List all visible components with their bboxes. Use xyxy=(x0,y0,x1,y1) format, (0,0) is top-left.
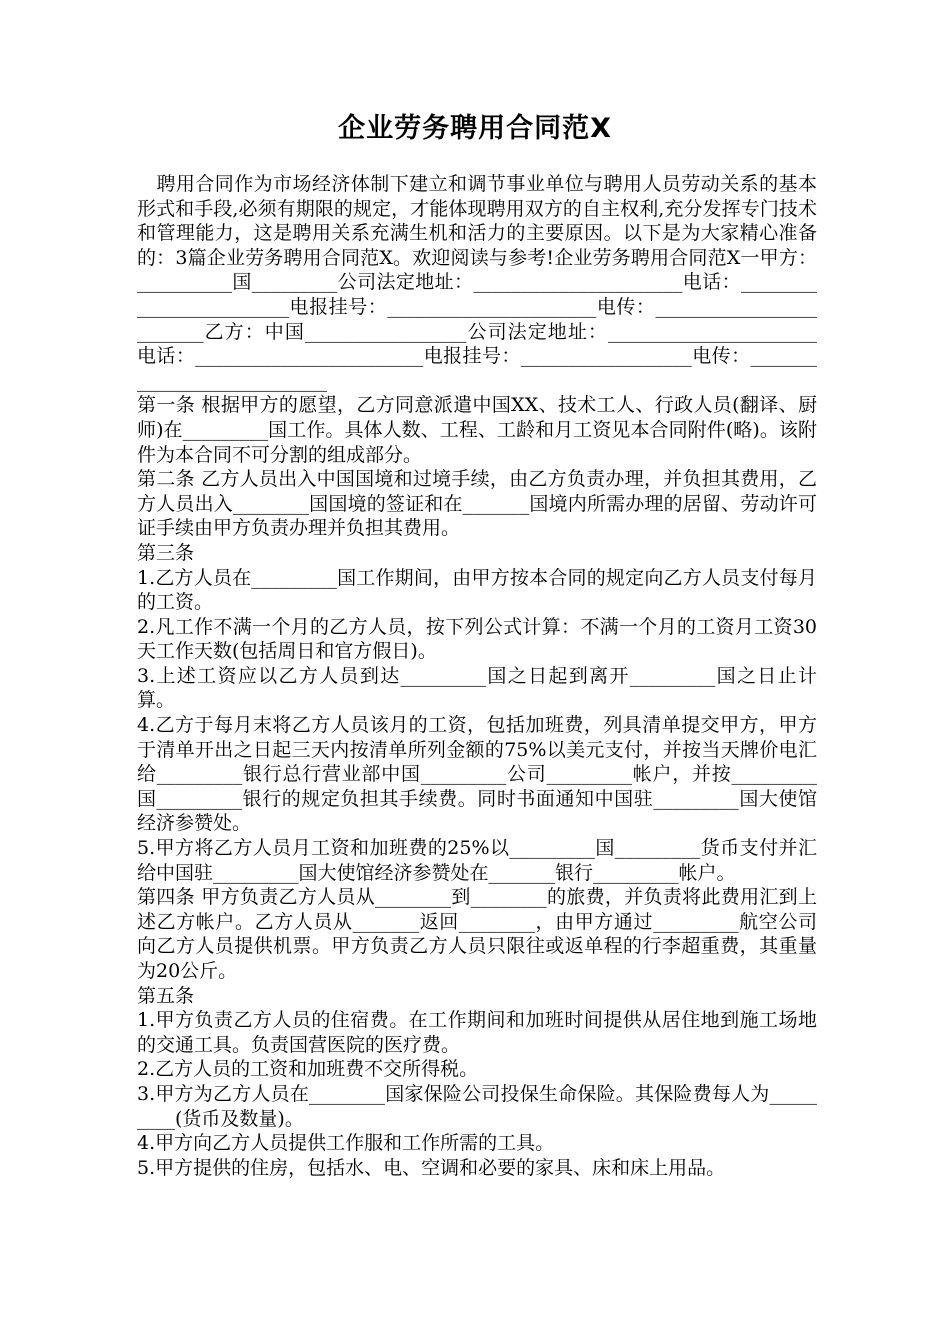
paragraph-article-5-item-4: 4.甲方向乙方人员提供工作服和工作所需的工具。 xyxy=(137,1132,555,1155)
paragraph-article-4: 第四条 甲方负责乙方人员从________到________的旅费，并负责将此费用汇到上述乙方帐户。乙方人员从_______返回________，由甲方通过_________航空公司向乙方人员提供机票。甲方负责乙方人员只限往或返单程的行李超重费，其重量为20公斤。 xyxy=(137,886,817,982)
paragraph-article-1: 第一条 根据甲方的愿望，乙方同意派遣中国XX、技术工人、行政人员(翻译、厨师)在_________国工作。具体人数、工程、工龄和月工资见本合同附件(略)。该附件为本合同不可分割的组成部分。 xyxy=(137,394,817,466)
paragraph-intro: 聘用合同作为市场经济体制下建立和调节事业单位与聘用人员劳动关系的基本形式和手段,必须有期限的规定，才能体现聘用双方的自主权利,充分发挥专门技术和管理能力，这是聘用关系充满生机和活力的主要原因。以下是为大家精心准备的：3篇企业劳务聘用合同范X。欢迎阅读与参考!企业劳务聘用合同范X一甲方：__________国_________公司法定地址：______________________电话：________________________电报挂号：______________________电传：________________________乙方：中国_________________公司法定地址：______________________电话：________________________电报挂号：__________________电传：___________________________ xyxy=(137,173,817,392)
document-body xyxy=(137,172,817,1180)
paragraph-article-5-item-2: 2.乙方人员的工资和加班费不交所得税。 xyxy=(137,1058,479,1081)
paragraph-article-3-item-3: 3.上述工资应以乙方人员到达_________国之日起到离开_________国之日止计算。 xyxy=(137,664,817,712)
paragraph-article-3-item-5: 5.甲方将乙方人员月工资和加班费的25%以_________国_________货币支付并汇给中国驻_________国大使馆经济参赞处在_______银行_________帐户。 xyxy=(137,837,817,884)
paragraph-article-3-item-4: 4.乙方于每月末将乙方人员该月的工资，包括加班费，列具清单提交甲方，甲方于清单开出之日起三天内按清单所列金额的75%以美元支付，并按当天牌价电汇给_________银行总行营业部中国_________公司_________帐户，并按_________国_________银行的规定负担其手续费。同时书面通知中国驻_________国大使馆经济参赞处。 xyxy=(137,714,817,835)
paragraph-article-3-item-1: 1.乙方人员在_________国工作期间，由甲方按本合同的规定向乙方人员支付每月的工资。 xyxy=(137,566,817,614)
document-title: 企业劳务聘用合同范X xyxy=(338,113,612,144)
paragraph-article-5-item-3: 3.甲方为乙方人员在________国家保险公司投保生命保险。其保险费每人为_________(货币及数量)。 xyxy=(137,1082,817,1130)
paragraph-article-5-item-1: 1.甲方负责乙方人员的住宿费。在工作期间和加班时间提供从居住地到施工场地的交通工具。负责国营医院的医疗费。 xyxy=(137,1009,817,1056)
heading-article-3: 第三条 xyxy=(137,541,195,564)
paragraph-article-3-item-2: 2.凡工作不满一个月的乙方人员，按下列公式计算：不满一个月的工资月工资30天工作天数(包括周日和官方假日)。 xyxy=(137,615,817,663)
paragraph-article-5-item-5: 5.甲方提供的住房，包括水、电、空调和必要的家具、床和床上用品。 xyxy=(137,1156,726,1179)
paragraph-article-2: 第二条 乙方人员出入中国国境和过境手续，由乙方负责办理，并负担其费用，乙方人员出入________国国境的签证和在_______国境内所需办理的居留、劳动许可证手续由甲方负责办理并负担其费用。 xyxy=(137,468,817,540)
heading-article-5: 第五条 xyxy=(137,984,195,1007)
